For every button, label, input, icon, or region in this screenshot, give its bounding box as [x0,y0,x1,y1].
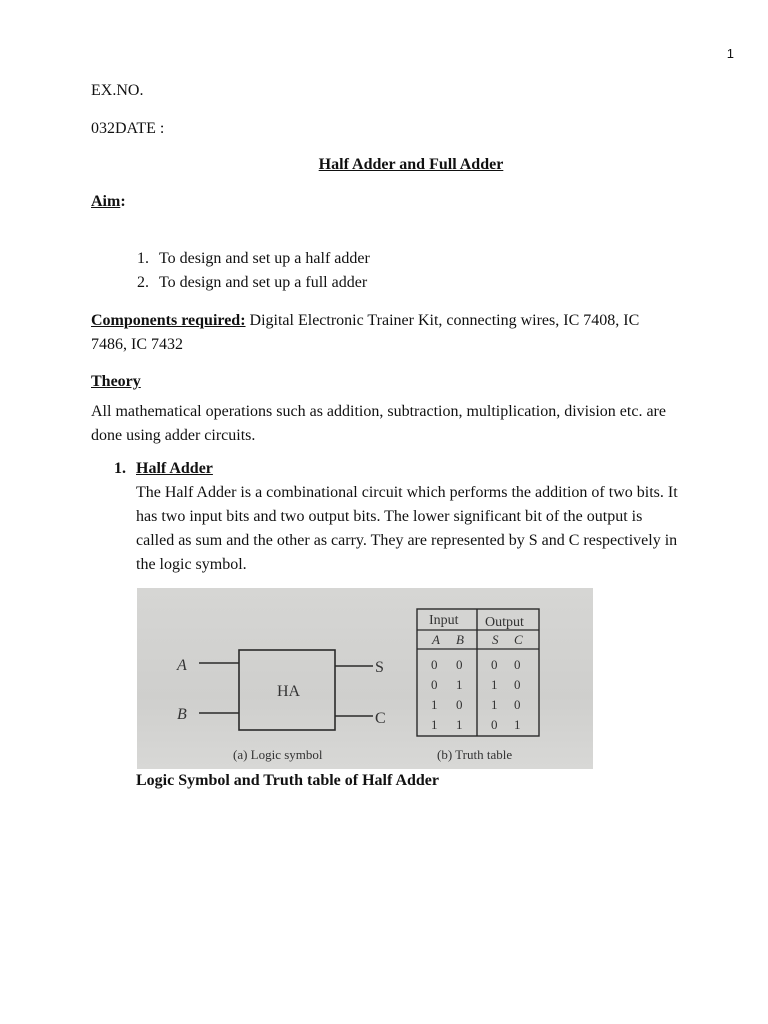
truth-table-input-header: Input [429,613,459,628]
truth-table-cell: 1 [514,717,521,732]
aim-item-text: To design and set up a full adder [159,274,368,291]
truth-table-cell: 0 [514,657,521,672]
truth-table-cell: 1 [456,677,463,692]
components-text-line-2: 7486, IC 7432 [91,336,183,353]
truth-table-output-header: Output [485,615,524,630]
truth-table-cell: 0 [491,717,498,732]
components-paragraph [91,309,731,357]
aim-colon: : [120,193,126,210]
logic-symbol-caption: (a) Logic symbol [233,747,323,762]
truth-table-cell: 0 [514,697,521,712]
half-adder-paragraph [136,481,736,577]
ha-block-label: HA [277,683,301,700]
half-adder-line-2: has two input bits and two output bits. The lower significant bit of the output is [136,508,643,525]
components-text-line-1: Digital Electronic Trainer Kit, connecting wires, IC 7408, IC [245,312,640,329]
exercise-number: EX.NO. [91,82,144,99]
theory-paragraph [91,400,731,448]
aim-heading: Aim [91,193,121,210]
half-adder-line-1: The Half Adder is a combinational circuit which performs the addition of two bits. It [136,484,678,501]
aim-item-text: To design and set up a half adder [159,250,370,267]
aim-item-number: 1. [137,250,149,267]
aim-item-number: 2. [137,274,149,291]
truth-table-cell: 1 [456,717,463,732]
input-b-label: B [177,706,187,723]
truth-table-cell: 0 [431,677,438,692]
output-s-label: S [375,659,384,676]
components-label: Components required: [91,312,246,329]
document-title: Half Adder and Full Adder [318,156,504,173]
truth-table-cell: 1 [431,697,438,712]
truth-table-caption: (b) Truth table [437,747,513,762]
truth-table-cell: 0 [431,657,438,672]
truth-table-column-c: C [514,632,523,647]
half-adder-figure-photo [137,588,593,769]
half-adder-line-3: called as sum and the other as carry. They are represented by S and C respectively in [136,532,678,549]
half-adder-figure-drawing [137,588,593,769]
input-a-label: A [177,657,187,674]
truth-table-column-b: B [456,632,464,647]
aim-item-1 [137,247,370,271]
output-c-label: C [375,710,386,727]
half-adder-line-4: the logic symbol. [136,556,247,573]
page-number: 1 [726,46,734,61]
half-adder-heading: Half Adder [136,460,213,477]
truth-table-cell: 1 [431,717,438,732]
truth-table-cell: 0 [456,697,463,712]
half-adder-number: 1. [114,460,126,477]
theory-heading: Theory [91,373,141,390]
truth-table-column-a: A [432,632,440,647]
theory-line-2: done using adder circuits. [91,427,256,444]
date-label: 032DATE : [91,120,165,137]
truth-table [417,609,539,736]
aim-heading-line [91,190,126,214]
truth-table-column-s: S [492,632,499,647]
theory-line-1: All mathematical operations such as addition, subtraction, multiplication, division etc. are [91,403,666,420]
truth-table-cell: 1 [491,677,498,692]
aim-item-2 [137,271,368,295]
truth-table-cell: 1 [491,697,498,712]
truth-table-cell: 0 [456,657,463,672]
truth-table-cell: 0 [491,657,498,672]
figure-caption: Logic Symbol and Truth table of Half Adder [136,772,439,789]
truth-table-cell: 0 [514,677,521,692]
